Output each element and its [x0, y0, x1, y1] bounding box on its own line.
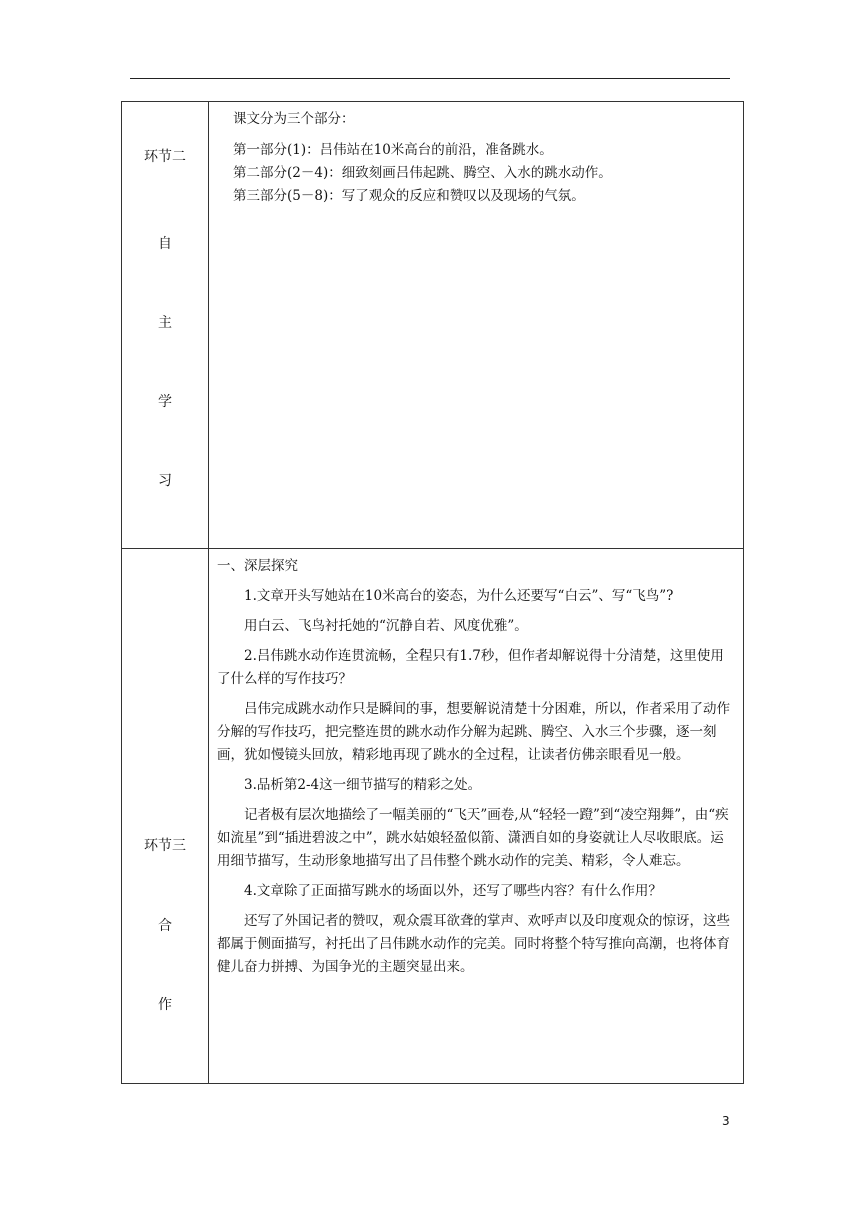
lesson-plan-table — [121, 101, 744, 1084]
question: 4.文章除了正面描写跳水的场面以外，还写了哪些内容？有什么作用？ — [244, 883, 662, 899]
header-rule — [130, 78, 730, 79]
section-heading: 一、深层探究 — [217, 558, 298, 574]
section-label-cell — [122, 549, 209, 1084]
section-row-cooperation — [122, 549, 744, 1084]
section-char: 自 — [158, 236, 172, 252]
paragraph: 课文分为三个部分： — [233, 111, 355, 127]
page-number: 3 — [722, 1114, 730, 1128]
answer: 还写了外国记者的赞叹，观众震耳欲聋的掌声、欢呼声以及印度观众的惊讶，这些都属于侧面描写，衬托出了吕伟跳水动作的完美。同时将整个特写推向高潮，也将体育健儿奋力拼搏、为国争光的主题突显出来。 — [217, 913, 730, 975]
answer: 吕伟完成跳水动作只是瞬间的事，想要解说清楚十分困难，所以，作者采用了动作分解的写作技巧，把完整连贯的跳水动作分解为起跳、腾空、入水三个步骤，逐一刻画，犹如慢镜头回放，精彩地再现了跳水的全过程，让读者仿佛亲眼看见一般。 — [217, 701, 730, 763]
section-char: 学 — [158, 394, 172, 410]
paragraph: 第二部分(2－4)：细致刻画吕伟起跳、腾空、入水的跳水动作。 — [233, 165, 612, 181]
section-title: 环节三 — [144, 838, 186, 854]
section-title: 环节二 — [144, 149, 186, 165]
paragraph: 第三部分(5－8)：写了观众的反应和赞叹以及现场的气氛。 — [233, 188, 585, 204]
section-char: 合 — [158, 918, 172, 934]
paragraph: 第一部分(1)：吕伟站在10米高台的前沿，准备跳水。 — [233, 142, 553, 158]
question: 2.吕伟跳水动作连贯流畅，全程只有1.7秒，但作者却解说得十分清楚，这里使用了什么样的写作技巧？ — [217, 648, 724, 687]
question: 1.文章开头写她站在10米高台的姿态，为什么还要写“白云”、写“飞鸟”? — [244, 588, 674, 604]
section-row-self-study — [122, 102, 744, 549]
section-content-cell — [209, 102, 744, 549]
section-content-cell — [209, 549, 744, 1084]
answer: 记者极有层次地描绘了一幅美丽的“飞天”画卷,从“轻轻一蹬”到“凌空翔舞”，由“疾如流星”到“插进碧波之中”，跳水姑娘轻盈似箭、潇洒自如的身姿就让人尽收眼底。运用细节描写，生动形象地描写出了吕伟整个跳水动作的完美、精彩，令人难忘。 — [217, 807, 729, 869]
section-label-cell — [122, 102, 209, 549]
section-char: 作 — [158, 997, 172, 1013]
section-char: 主 — [158, 315, 172, 331]
question: 3.品析第2-4这一细节描写的精彩之处。 — [244, 777, 482, 793]
section-char: 习 — [158, 473, 172, 489]
answer: 用白云、飞鸟衬托她的“沉静自若、风度优雅”。 — [244, 618, 528, 634]
